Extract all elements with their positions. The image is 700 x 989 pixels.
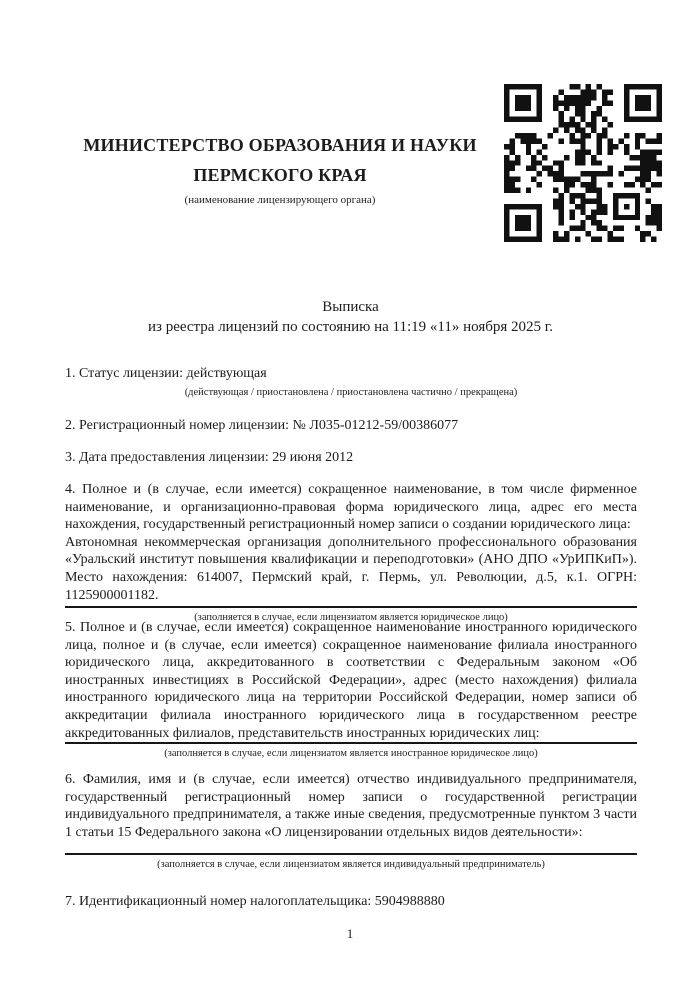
item-legal-entity bbox=[65, 481, 637, 624]
entrepreneur-statement: 6. Фамилия, имя и (в случае, если имеется) отчество индивидуального предпринимателя, государственный регистрационный номер записи о государственной регистрации индивидуального предпринимателя, а также иные сведения, предусмотренные пунктом 3 части 1 статьи 15 Федерального закона «О лицензировании отдельных видов деятельности»: bbox=[65, 772, 637, 840]
item-foreign-entity bbox=[65, 619, 637, 760]
license-status-caption: (действующая / приостановлена / приостановлена частично / прекращена) bbox=[184, 386, 518, 398]
legal-entity-value: Автономная некоммерческая организация дополнительного профессионального образования «Уральский институт повышения квалификации и переподготовки» (АНО ДПО «УрИПКиП»). Место нахождения: 614007, Пермский край, г. Пермь, ул. Революции, д.5, к.1. ОГРН: 1125900001182. bbox=[65, 534, 637, 608]
ministry-name-line1: МИНИСТЕРСТВО ОБРАЗОВАНИЯ И НАУКИ bbox=[83, 135, 477, 155]
license-status-text: 1. Статус лицензии: действующая bbox=[65, 366, 267, 381]
item-entrepreneur bbox=[65, 771, 637, 871]
taxpayer-id-text: 7. Идентификационный номер налогоплательщика: 5904988880 bbox=[65, 894, 445, 909]
document-title-block bbox=[64, 297, 637, 337]
qr-code-icon bbox=[504, 84, 662, 242]
fill-line bbox=[65, 853, 637, 855]
foreign-entity-caption: (заполняется в случае, если лицензиатом является иностранное юридическое лицо) bbox=[164, 748, 538, 760]
item-grant-date bbox=[65, 449, 637, 467]
ministry-name-line2: ПЕРМСКОГО КРАЯ bbox=[193, 165, 367, 185]
registration-number-text: 2. Регистрационный номер лицензии: № Л035-01212-59/00386077 bbox=[65, 418, 459, 433]
fill-line bbox=[65, 742, 637, 744]
grant-date-text: 3. Дата предоставления лицензии: 29 июня 2012 bbox=[65, 450, 354, 465]
legal-entity-statement: 4. Полное и (в случае, если имеется) сокращенное наименование, в том числе фирменное наименование, и организационно-правовая форма юридического лица, адрес его места нахождения, государственный регистрационный номер записи о создании юридического лица: bbox=[65, 482, 637, 533]
spacer bbox=[65, 841, 637, 853]
document-title: Выписка bbox=[322, 299, 379, 315]
document-subtitle: из реестра лицензий по состоянию на 11:19 «11» ноября 2025 г. bbox=[148, 319, 553, 335]
page-number: 1 bbox=[346, 926, 354, 941]
foreign-entity-statement: 5. Полное и (в случае, если имеется) сокращенное наименование иностранного юридического лица, полное и (в случае, если имеется) сокращенное наименование филиала иностранного юридического лица, аккредитованного в соответствии с Федеральным законом «Об иностранных инвестициях в Российской Федерации», адрес (место нахождения) филиала иностранного юридического лица на территории Российской Федерации, номер записи об аккредитации филиала иностранного юридического лица в государственном реестре аккредитованных филиалов, представительств иностранных юридических лиц: bbox=[65, 620, 637, 741]
legal-entity-caption: (заполняется в случае, если лицензиатом является юридическое лицо) bbox=[194, 612, 508, 624]
item-taxpayer-id bbox=[65, 893, 637, 911]
entrepreneur-caption: (заполняется в случае, если лицензиатом является индивидуальный предприниматель) bbox=[157, 859, 545, 871]
item-registration-number bbox=[65, 417, 637, 435]
item-license-status bbox=[65, 365, 637, 399]
licensing-authority-header bbox=[64, 130, 496, 207]
ministry-name-caption: (наименование лицензирующего органа) bbox=[184, 194, 376, 206]
